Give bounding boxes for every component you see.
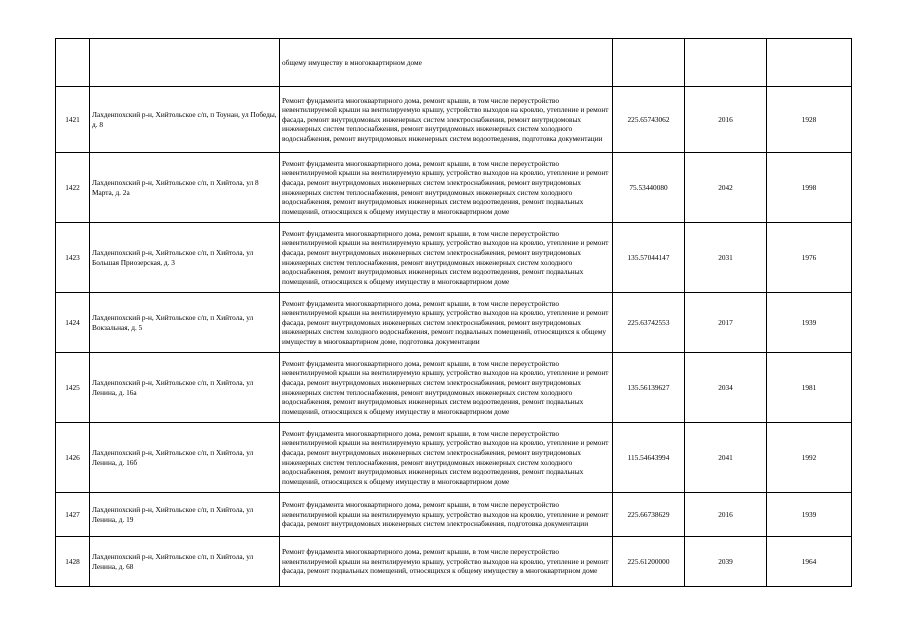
row-work-list: Ремонт фундамента многоквартирного дома, ремонт крыши, в том числе переустройство невентилируемой крыши на вентилируемую крышу, устройство выходов на кровлю, утепление и ремонт фасада, ремонт внутридомовых инженерных систем электроснабжения, ремонт внутридомовых инженерных систем теплоснабжения, ремонт внутридомовых инженерных систем холодного водоснабжения, ремонт внутридомовых инженерных систем водоотведения, ремонт подвальных помещений, относящихся к общему имуществу в многоквартирном доме bbox=[280, 423, 613, 493]
row-number: 1421 bbox=[56, 87, 90, 153]
row-address: Лахденпохский р-н, Хийтольское с/п, п Тоунан, ул Победы, д. 8 bbox=[90, 87, 280, 153]
row-build-year: 1992 bbox=[767, 423, 852, 493]
row-planned-year: 2039 bbox=[685, 537, 767, 587]
row-number: 1424 bbox=[56, 293, 90, 353]
row-build-year: 1981 bbox=[767, 353, 852, 423]
row-number: 1422 bbox=[56, 153, 90, 223]
row-build-year: 1964 bbox=[767, 537, 852, 587]
houses-table bbox=[55, 38, 852, 587]
row-build-year: 1976 bbox=[767, 223, 852, 293]
row-area: 75.53440080 bbox=[613, 153, 685, 223]
row-number: 1425 bbox=[56, 353, 90, 423]
row-address: Лахденпохский р-н, Хийтольское с/п, п Хийтола, ул Ленина, д. 19 bbox=[90, 493, 280, 537]
row-address: Лахденпохский р-н, Хийтольское с/п, п Хийтола, ул Ленина, д. 68 bbox=[90, 537, 280, 587]
row-build-year bbox=[767, 39, 852, 87]
row-area: 135.56139627 bbox=[613, 353, 685, 423]
row-build-year: 1928 bbox=[767, 87, 852, 153]
table-row bbox=[56, 223, 852, 293]
row-address bbox=[90, 39, 280, 87]
row-work-list: Ремонт фундамента многоквартирного дома, ремонт крыши, в том числе переустройство невентилируемой крыши на вентилируемую крышу, устройство выходов на кровлю, утепление и ремонт фасада, ремонт внутридомовых инженерных систем электроснабжения, ремонт внутридомовых инженерных систем теплоснабжения, ремонт внутридомовых инженерных систем холодного водоснабжения, ремонт внутридомовых инженерных систем водоотведения, ремонт подвальных помещений, относящихся к общему имуществу в многоквартирном доме bbox=[280, 353, 613, 423]
row-planned-year: 2016 bbox=[685, 87, 767, 153]
row-address: Лахденпохский р-н, Хийтольское с/п, п Хийтола, ул 8 Марта, д. 2а bbox=[90, 153, 280, 223]
row-area: 225.66738629 bbox=[613, 493, 685, 537]
row-number: 1428 bbox=[56, 537, 90, 587]
table-row bbox=[56, 353, 852, 423]
row-build-year: 1939 bbox=[767, 293, 852, 353]
row-build-year: 1998 bbox=[767, 153, 852, 223]
row-address: Лахденпохский р-н, Хийтольское с/п, п Хийтола, ул Ленина, д. 16а bbox=[90, 353, 280, 423]
row-planned-year bbox=[685, 39, 767, 87]
table-row bbox=[56, 153, 852, 223]
table-row bbox=[56, 493, 852, 537]
row-area: 225.61200000 bbox=[613, 537, 685, 587]
row-number: 1423 bbox=[56, 223, 90, 293]
row-planned-year: 2034 bbox=[685, 353, 767, 423]
row-area bbox=[613, 39, 685, 87]
row-area: 225.63742553 bbox=[613, 293, 685, 353]
table-row bbox=[56, 293, 852, 353]
row-work-list: Ремонт фундамента многоквартирного дома, ремонт крыши, в том числе переустройство невентилируемой крыши на вентилируемую крышу, устройство выходов на кровлю, утепление и ремонт фасада, ремонт внутридомовых инженерных систем электроснабжения, ремонт внутридомовых инженерных систем теплоснабжения, ремонт внутридомовых инженерных систем холодного водоснабжения, ремонт внутридомовых инженерных систем водоотведения, ремонт подвальных помещений, относящихся к общему имуществу в многоквартирном доме bbox=[280, 223, 613, 293]
row-build-year: 1939 bbox=[767, 493, 852, 537]
row-planned-year: 2017 bbox=[685, 293, 767, 353]
row-area: 225.65743062 bbox=[613, 87, 685, 153]
table-row bbox=[56, 87, 852, 153]
row-work-list: Ремонт фундамента многоквартирного дома, ремонт крыши, в том числе переустройство невентилируемой крыши на вентилируемую крышу, устройство выходов на кровлю, утепление и ремонт фасада, ремонт внутридомовых инженерных систем электроснабжения, ремонт внутридомовых инженерных систем холодного водоснабжения, ремонт подвальных помещений, относящихся к общему имуществу в многоквартирном доме, подготовка документации bbox=[280, 293, 613, 353]
row-work-list: Ремонт фундамента многоквартирного дома, ремонт крыши, в том числе переустройство невентилируемой крыши на вентилируемую крышу, устройство выходов на кровлю, утепление и ремонт фасада, ремонт внутридомовых инженерных систем электроснабжения, подготовка документации bbox=[280, 493, 613, 537]
row-number bbox=[56, 39, 90, 87]
row-area: 115.54643994 bbox=[613, 423, 685, 493]
row-planned-year: 2042 bbox=[685, 153, 767, 223]
table-row bbox=[56, 423, 852, 493]
row-area: 135.57044147 bbox=[613, 223, 685, 293]
row-work-list: Ремонт фундамента многоквартирного дома, ремонт крыши, в том числе переустройство невентилируемой крыши на вентилируемую крышу, устройство выходов на кровлю, утепление и ремонт фасада, ремонт внутридомовых инженерных систем электроснабжения, ремонт внутридомовых инженерных систем теплоснабжения, ремонт внутридомовых инженерных систем холодного водоснабжения, ремонт внутридомовых инженерных систем водоотведения, ремонт подвальных помещений, относящихся к общему имуществу в многоквартирном доме bbox=[280, 153, 613, 223]
row-address: Лахденпохский р-н, Хийтольское с/п, п Хийтола, ул Ленина, д. 16б bbox=[90, 423, 280, 493]
row-planned-year: 2031 bbox=[685, 223, 767, 293]
row-work-list: Ремонт фундамента многоквартирного дома, ремонт крыши, в том числе переустройство невентилируемой крыши на вентилируемую крышу, устройство выходов на кровлю, утепление и ремонт фасада, ремонт внутридомовых инженерных систем электроснабжения, ремонт внутридомовых инженерных систем теплоснабжения, ремонт внутридомовых инженерных систем холодного водоснабжения, ремонт внутридомовых инженерных систем водоотведения, подготовка документации bbox=[280, 87, 613, 153]
row-number: 1427 bbox=[56, 493, 90, 537]
row-work-list: Ремонт фундамента многоквартирного дома, ремонт крыши, в том числе переустройство невентилируемой крыши на вентилируемую крышу, устройство выходов на кровлю, утепление и ремонт фасада, ремонт подвальных помещений, относящихся к общему имуществу в многоквартирном доме bbox=[280, 537, 613, 587]
row-number: 1426 bbox=[56, 423, 90, 493]
row-planned-year: 2041 bbox=[685, 423, 767, 493]
table-row bbox=[56, 537, 852, 587]
row-work-list: общему имуществу в многоквартирном доме bbox=[280, 39, 613, 87]
row-planned-year: 2016 bbox=[685, 493, 767, 537]
row-address: Лахденпохский р-н, Хийтольское с/п, п Хийтола, ул Большая Приозерская, д. 3 bbox=[90, 223, 280, 293]
table-row-continuation bbox=[56, 39, 852, 87]
row-address: Лахденпохский р-н, Хийтольское с/п, п Хийтола, ул Вокзальная, д. 5 bbox=[90, 293, 280, 353]
